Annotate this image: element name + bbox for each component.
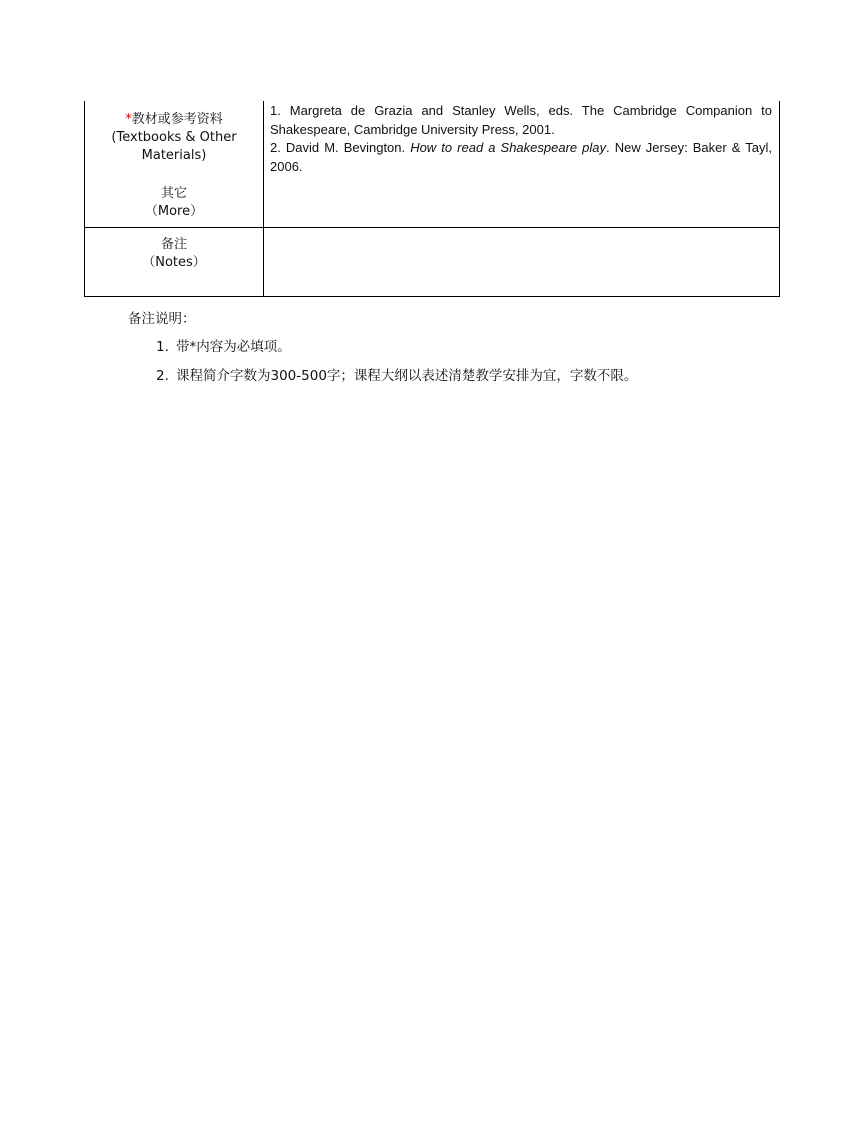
materials-label-cn: *教材或参考资料 (125, 112, 223, 127)
materials-label-en-1: (Textbooks & Other (111, 130, 237, 145)
reference-title-italic: How to read a Shakespeare play (410, 140, 607, 155)
table-row-materials (85, 101, 780, 228)
more-label-cn: 其它 (160, 186, 187, 201)
table-row-notes (85, 228, 780, 297)
reference-item-1: 1. Margreta de Grazia and Stanley Wells, eds. The Cambridge Companion to Shakespeare, Cambridge University Press, 2001. (270, 103, 772, 137)
notes-list (128, 337, 637, 386)
notes-heading: 备注说明： (128, 311, 196, 327)
reference-item-2: 2. David M. Bevington. How to read a Shakespeare play. New Jersey: Baker & Tayl, 2006. (270, 140, 772, 174)
course-info-table (84, 101, 780, 297)
notes-label-en: （Notes） (142, 255, 206, 270)
materials-label-cell (85, 101, 264, 228)
notes-explanation (128, 309, 637, 395)
list-item-text: 带*内容为必填项。 (176, 339, 291, 355)
notes-value-cell[interactable] (264, 228, 780, 297)
list-item (128, 366, 637, 386)
required-star: * (125, 112, 132, 127)
materials-content-cell (264, 101, 780, 228)
notes-label-cn: 备注 (160, 237, 187, 252)
list-item-number: 2. (156, 368, 169, 384)
notes-label-cell (85, 228, 264, 297)
list-item-text: 课程简介字数为300-500字；课程大纲以表述清楚教学安排为宜，字数不限。 (176, 368, 638, 384)
list-item-number: 1. (156, 339, 169, 355)
materials-label-en-2: Materials) (141, 148, 207, 163)
more-label-en: （More） (144, 204, 204, 219)
list-item (128, 337, 637, 357)
